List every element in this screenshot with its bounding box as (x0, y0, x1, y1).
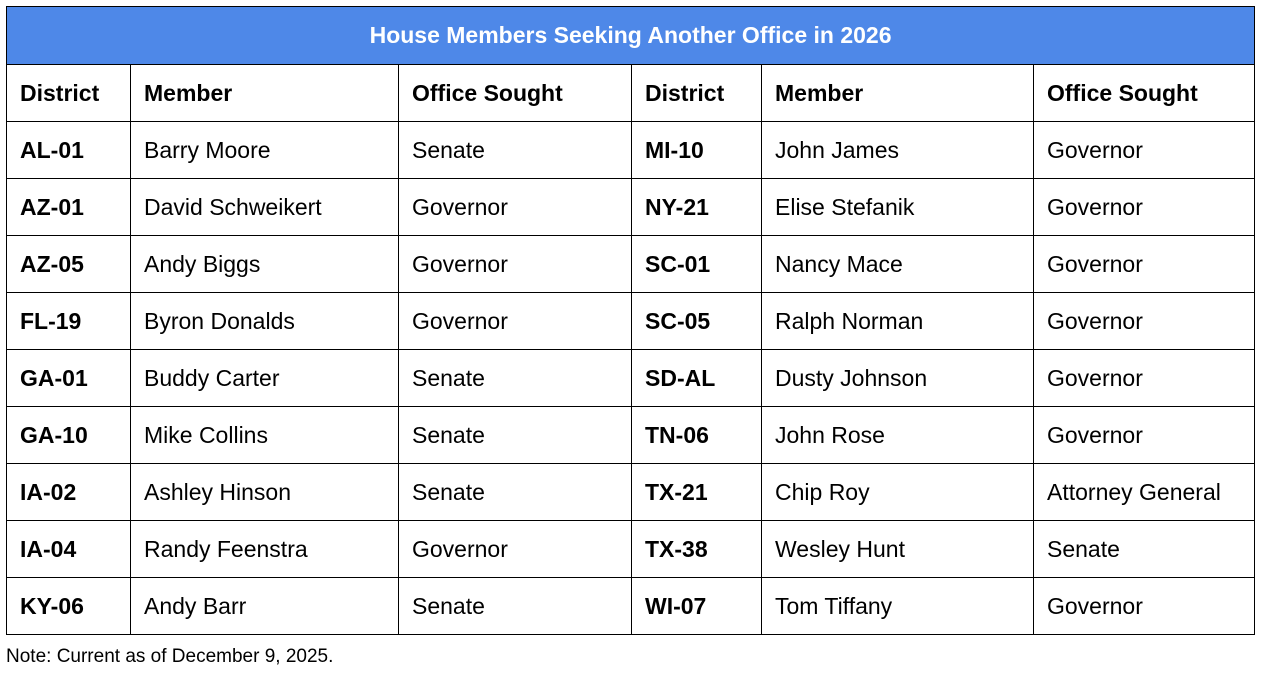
header-member-left: Member (131, 65, 399, 122)
cell-district-left: AZ-05 (7, 236, 131, 293)
cell-office-sought-right: Governor (1034, 578, 1255, 635)
table-row (7, 407, 1255, 464)
header-row (7, 65, 1255, 122)
cell-office-sought-left: Governor (399, 293, 632, 350)
table-row (7, 350, 1255, 407)
cell-district-left: AZ-01 (7, 179, 131, 236)
cell-member-left: Randy Feenstra (131, 521, 399, 578)
cell-district-left: GA-01 (7, 350, 131, 407)
cell-office-sought-left: Senate (399, 407, 632, 464)
members-table (6, 6, 1255, 635)
cell-office-sought-right: Governor (1034, 179, 1255, 236)
table-row (7, 521, 1255, 578)
table-body (7, 122, 1255, 635)
cell-district-right: SD-AL (632, 350, 762, 407)
cell-member-left: Barry Moore (131, 122, 399, 179)
cell-district-right: MI-10 (632, 122, 762, 179)
cell-member-left: Mike Collins (131, 407, 399, 464)
cell-district-left: GA-10 (7, 407, 131, 464)
cell-member-right: Tom Tiffany (762, 578, 1034, 635)
cell-district-left: FL-19 (7, 293, 131, 350)
cell-member-right: Wesley Hunt (762, 521, 1034, 578)
cell-district-right: TN-06 (632, 407, 762, 464)
cell-district-left: IA-02 (7, 464, 131, 521)
header-district-right: District (632, 65, 762, 122)
cell-office-sought-right: Senate (1034, 521, 1255, 578)
table-row (7, 179, 1255, 236)
cell-district-left: AL-01 (7, 122, 131, 179)
cell-member-right: John James (762, 122, 1034, 179)
title-row (7, 7, 1255, 65)
table-row (7, 236, 1255, 293)
cell-member-left: Andy Biggs (131, 236, 399, 293)
cell-district-left: IA-04 (7, 521, 131, 578)
cell-member-left: Buddy Carter (131, 350, 399, 407)
cell-district-right: TX-21 (632, 464, 762, 521)
cell-member-right: Chip Roy (762, 464, 1034, 521)
header-office-sought-right: Office Sought (1034, 65, 1255, 122)
cell-member-left: Byron Donalds (131, 293, 399, 350)
header-member-right: Member (762, 65, 1034, 122)
cell-member-left: David Schweikert (131, 179, 399, 236)
table-row (7, 122, 1255, 179)
table-row (7, 578, 1255, 635)
cell-district-right: SC-01 (632, 236, 762, 293)
cell-district-right: SC-05 (632, 293, 762, 350)
cell-office-sought-left: Senate (399, 578, 632, 635)
cell-office-sought-left: Senate (399, 464, 632, 521)
cell-office-sought-left: Governor (399, 236, 632, 293)
cell-office-sought-right: Governor (1034, 407, 1255, 464)
cell-office-sought-left: Governor (399, 521, 632, 578)
cell-member-right: Nancy Mace (762, 236, 1034, 293)
cell-member-left: Andy Barr (131, 578, 399, 635)
cell-member-right: Ralph Norman (762, 293, 1034, 350)
cell-member-right: Dusty Johnson (762, 350, 1034, 407)
cell-district-left: KY-06 (7, 578, 131, 635)
cell-office-sought-left: Governor (399, 179, 632, 236)
cell-district-right: NY-21 (632, 179, 762, 236)
table-title: House Members Seeking Another Office in 2026 (7, 7, 1255, 65)
cell-office-sought-left: Senate (399, 122, 632, 179)
header-district-left: District (7, 65, 131, 122)
cell-member-right: John Rose (762, 407, 1034, 464)
table-row (7, 293, 1255, 350)
cell-office-sought-right: Governor (1034, 236, 1255, 293)
cell-office-sought-right: Governor (1034, 350, 1255, 407)
cell-member-left: Ashley Hinson (131, 464, 399, 521)
table-row (7, 464, 1255, 521)
cell-district-right: WI-07 (632, 578, 762, 635)
cell-office-sought-right: Governor (1034, 122, 1255, 179)
cell-office-sought-left: Senate (399, 350, 632, 407)
footnote: Note: Current as of December 9, 2025. (6, 646, 334, 667)
cell-office-sought-right: Attorney General (1034, 464, 1255, 521)
members-table-container (6, 6, 1254, 635)
cell-district-right: TX-38 (632, 521, 762, 578)
cell-member-right: Elise Stefanik (762, 179, 1034, 236)
header-office-sought-left: Office Sought (399, 65, 632, 122)
cell-office-sought-right: Governor (1034, 293, 1255, 350)
